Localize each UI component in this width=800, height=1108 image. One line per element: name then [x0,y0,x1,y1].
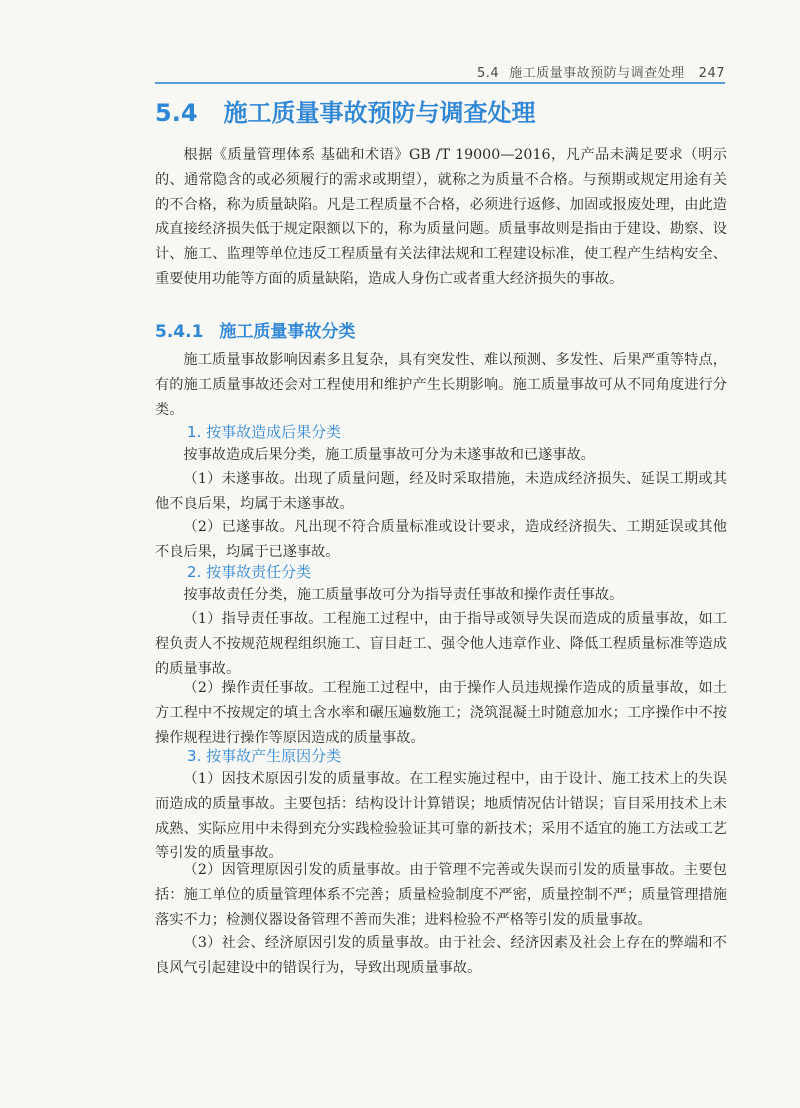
subsection-number: 5.4.1 [155,322,204,342]
category-3-paragraph-1: （1）因技术原因引发的质量事故。在工程实施过程中，由于设计、施工技术上的失误而造成的质量事故。主要包括：结构设计计算错误；地质情况估计错误；盲目采用技术上未成熟、实际应用中未得到充分实践检验验证其可靠的新技术；采用不适宜的施工方法或工艺等引发的质量事故。 [155,771,727,862]
category-3-paragraph-2: （2）因管理原因引发的质量事故。由于管理不完善或失误而引发的质量事故。主要包括：施工单位的质量管理体系不完善；质量检验制度不严密，质量控制不严；质量管理措施落实不力；检测仪器设备管理不善而失准；进料检验不严格等引发的质量事故。 [155,862,727,928]
subsection-title [155,317,355,342]
header-section-number: 5.4 [476,66,500,81]
category-1-paragraph-3: （2）已遂事故。凡出现不符合质量标准或设计要求，造成经济损失、工期延误或其他不良后果，均属于已遂事故。 [155,519,727,560]
category-2-paragraph-3: （2）操作责任事故。工程施工过程中，由于操作人员违规操作造成的质量事故，如土方工程中不按规定的填土含水率和碾压遍数施工；浇筑混凝土时随意加水；工序操作中不按操作规程进行操作等原因造成的质量事故。 [155,680,727,746]
category-heading-3: 3. 按事故产生原因分类 [187,747,342,765]
section-intro-paragraph: 根据《质量管理体系 基础和术语》GB /T 19000—2016，凡产品未满足要求（明示的、通常隐含的或必须履行的需求或期望），就称之为质量不合格。与预期或规定用途有关的不合格，称为质量缺陷。凡是工程质量不合格，必须进行返修、加固或报废处理，由此造成直接经济损失低于规定限额以下的，称为质量问题。质量事故则是指由于建设、勘察、设计、施工、监理等单位违反工程质量有关法律法规和工程建设标准，使工程产生结构安全、重要使用功能等方面的质量缺陷，造成人身伤亡或者重大经济损失的事故。 [155,147,727,287]
header-section-title: 施工质量事故预防与调查处理 [509,66,685,81]
section-title-text: 施工质量事故预防与调查处理 [223,99,536,127]
subsection-intro-paragraph: 施工质量事故影响因素多且复杂，具有突发性、难以预测、多发性、后果严重等特点，有的施工质量事故还会对工程使用和维护产生长期影响。施工质量事故可从不同角度进行分类。 [155,352,727,418]
category-2-paragraph-1: 按事故责任分类，施工质量事故可分为指导责任事故和操作责任事故。 [183,587,624,603]
page-number: 247 [698,66,725,81]
header-rule [155,82,725,84]
section-number: 5.4 [155,99,198,127]
category-2-paragraph-2: （1）指导责任事故。工程施工过程中，由于指导或领导失误而造成的质量事故，如工程负责人不按规范规程组织施工、盲目赶工、强令他人违章作业、降低工程质量标准等造成的质量事故。 [155,611,727,677]
running-header [155,62,725,81]
section-title [155,93,536,128]
category-3-paragraph-3: （3）社会、经济原因引发的质量事故。由于社会、经济因素及社会上存在的弊端和不良风气引起建设中的错误行为，导致出现质量事故。 [155,935,727,976]
subsection-title-text: 施工质量事故分类 [219,322,356,342]
category-1-paragraph-2: （1）未遂事故。出现了质量问题，经及时采取措施，未造成经济损失、延误工期或其他不良后果，均属于未遂事故。 [155,471,727,512]
category-1-paragraph-1: 按事故造成后果分类，施工质量事故可分为未遂事故和已遂事故。 [183,447,595,463]
category-heading-2: 2. 按事故责任分类 [187,563,312,581]
category-heading-1: 1. 按事故造成后果分类 [187,423,342,441]
